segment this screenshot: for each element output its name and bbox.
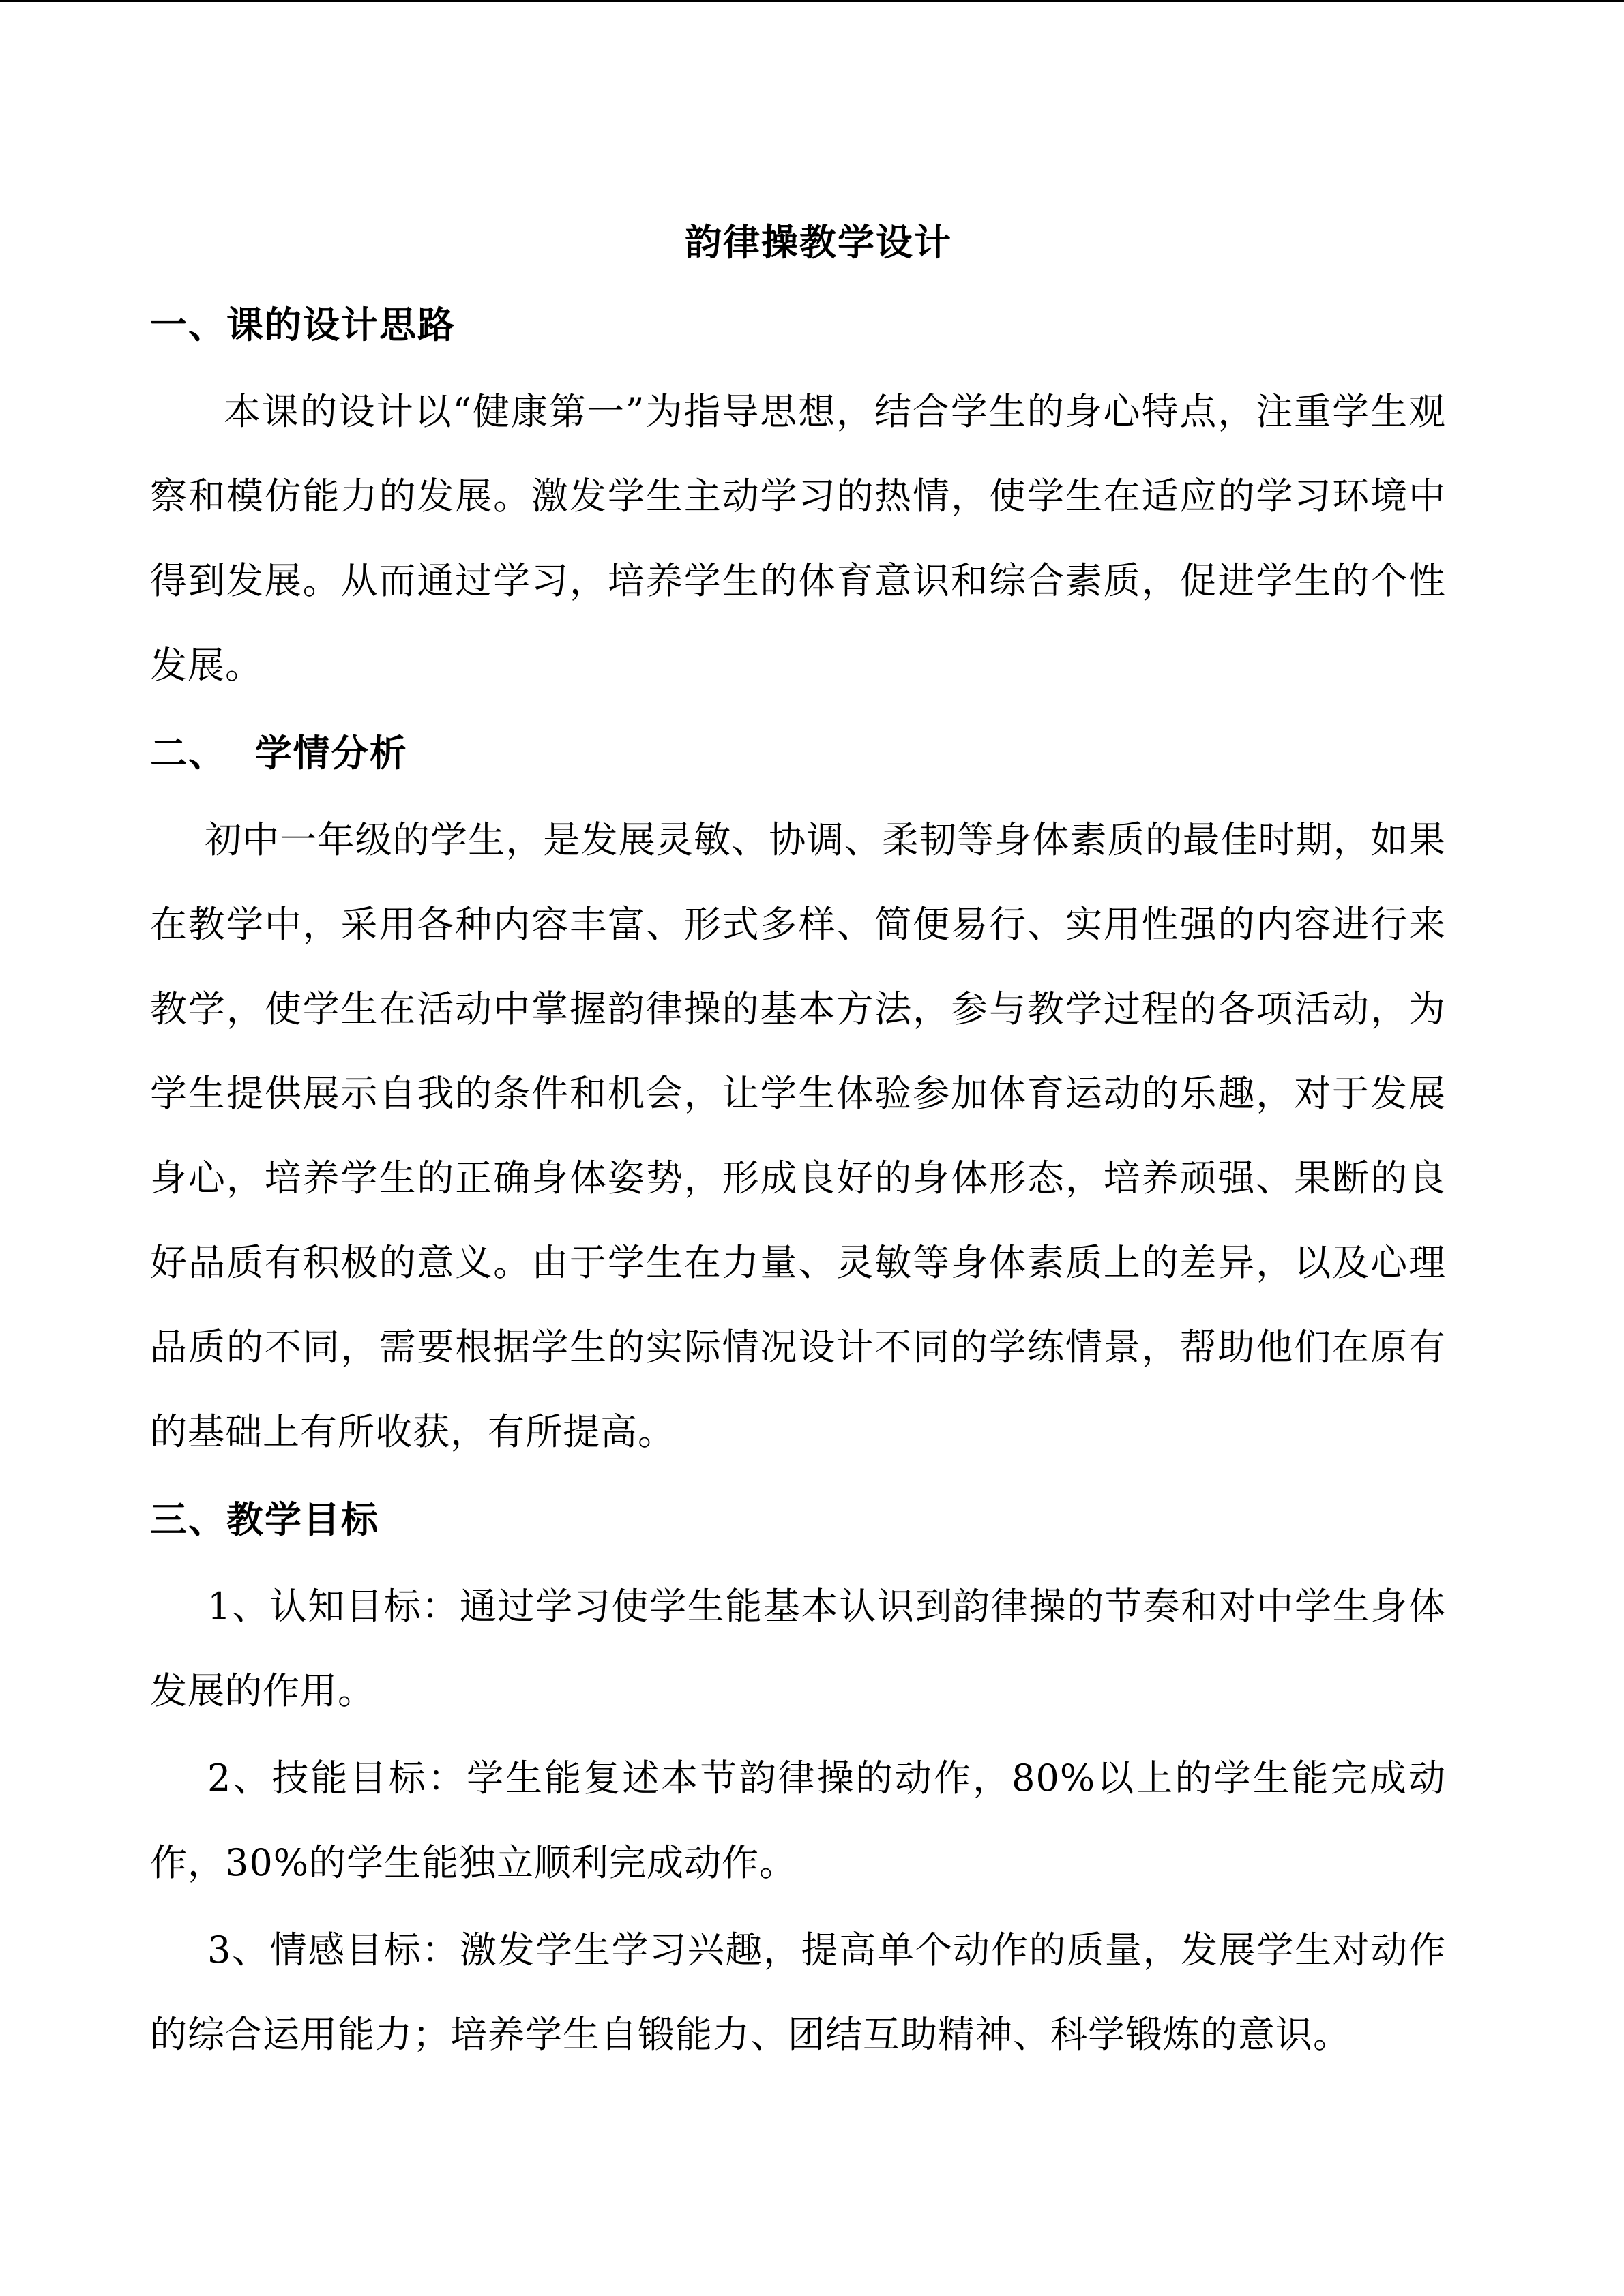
paragraph-student-analysis: 初中一年级的学生，是发展灵敏、协调、柔韧等身体素质的最佳时期，如果在教学中，采用各种内容丰富、形式多样、简便易行、实用性强的内容进行来教学，使学生在活动中掌握韵律操的基本方法，参与教学过程的各项活动，为学生提供展示自我的条件和机会，让学生体验参加体育运动的乐趣，对于发展身心，培养学生的正确身体姿势，形成良好的身体形态，培养顽强、果断的良好品质有积极的意义。由于学生在力量、灵敏等身体素质上的差异，以及心理品质的不同，需要根据学生的实际情况设计不同的学练情景，帮助他们在原有的基础上有所收获，有所提高。 xyxy=(150,818,1446,1453)
paragraph-design-idea: 本课的设计以“健康第一”为指导思想，结合学生的身心特点，注重学生观察和模仿能力的发展。激发学生主动学习的热情，使学生在适应的学习环境中得到发展。从而通过学习，培养学生的体育意识和综合素质，促进学生的个性发展。 xyxy=(150,390,1446,687)
section-heading-design-idea: 一、课的设计思路 xyxy=(150,303,456,346)
section-heading-student-analysis: 二、 学情分析 xyxy=(150,731,408,775)
section-heading-teaching-goals: 三、教学目标 xyxy=(150,1497,379,1541)
page-top-border xyxy=(0,0,1624,2)
paragraph-emotional-goal: 3、情感目标：激发学生学习兴趣，提高单个动作的质量，发展学生对动作的综合运用能力；培养学生自锻能力、团结互助精神、科学锻炼的意识。 xyxy=(150,1928,1446,2056)
document-page xyxy=(150,205,1446,2077)
paragraph-skill-goal: 2、技能目标：学生能复述本节韵律操的动作，80%以上的学生能完成动作，30%的学生能独立顺利完成动作。 xyxy=(150,1757,1446,1884)
paragraph-cognitive-goal: 1、认知目标：通过学习使学生能基本认识到韵律操的节奏和对中学生身体发展的作用。 xyxy=(150,1585,1446,1712)
document-title: 韵律操教学设计 xyxy=(685,220,952,264)
